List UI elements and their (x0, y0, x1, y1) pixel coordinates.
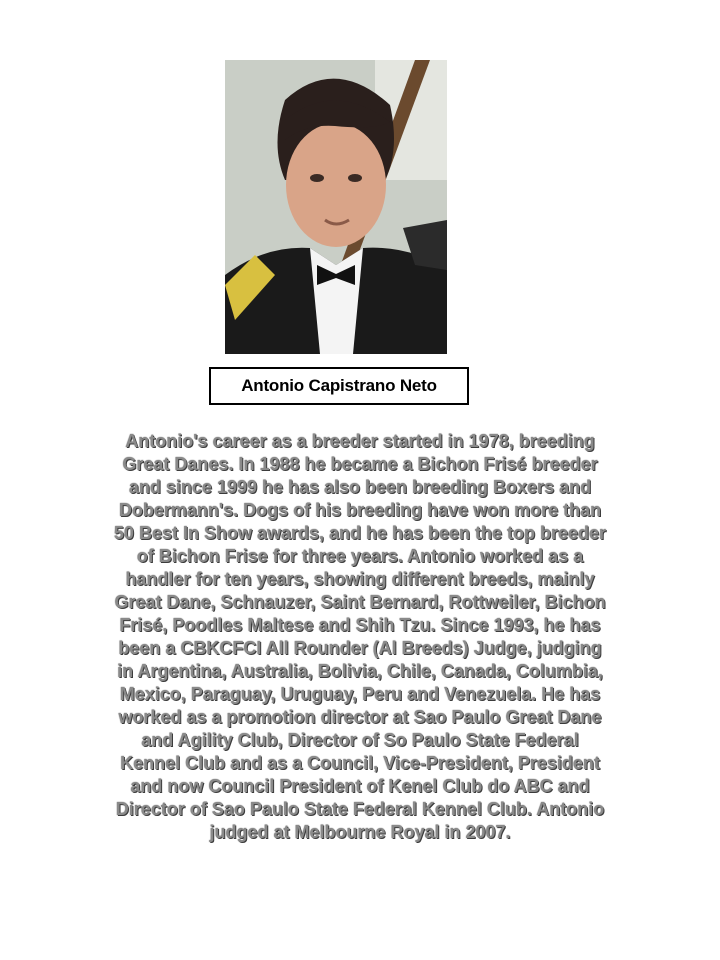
portrait-illustration (225, 60, 447, 354)
biography-text: Antonio's career as a breeder started in 1978, breeding Great Danes. In 1988 he became a Bichon Frisé breeder and since 1999 he has also been breeding Boxers and Dobermann's. Dogs of his breeding have won more than 50 Best In Show awards, and he has been the top breeder of Bichon Frise for three years. Antonio worked as a handler for ten years, showing different breeds, mainly Great Dane, Schnauzer, Saint Bernard, Rottweiler, Bichon Frisé, Poodles Maltese and Shih Tzu. Since 1993, he has been a CBKCFCI All Rounder (Al Breeds) Judge, judging in Argentina, Australia, Bolivia, Chile, Canada, Columbia, Mexico, Paraguay, Uruguay, Peru and Venezuela. He has worked as a promotion director at Sao Paulo Great Dane and Agility Club, Director of So Paulo State Federal Kennel Club and as a Council, Vice-President, President and now Council President of Kenel Club do ABC and Director of Sao Paulo State Federal Kennel Club. Antonio judged at Melbourne Royal in 2007. (113, 431, 607, 842)
person-name: Antonio Capistrano Neto (241, 376, 437, 395)
name-label-box (209, 367, 469, 405)
portrait-photo (225, 60, 447, 354)
